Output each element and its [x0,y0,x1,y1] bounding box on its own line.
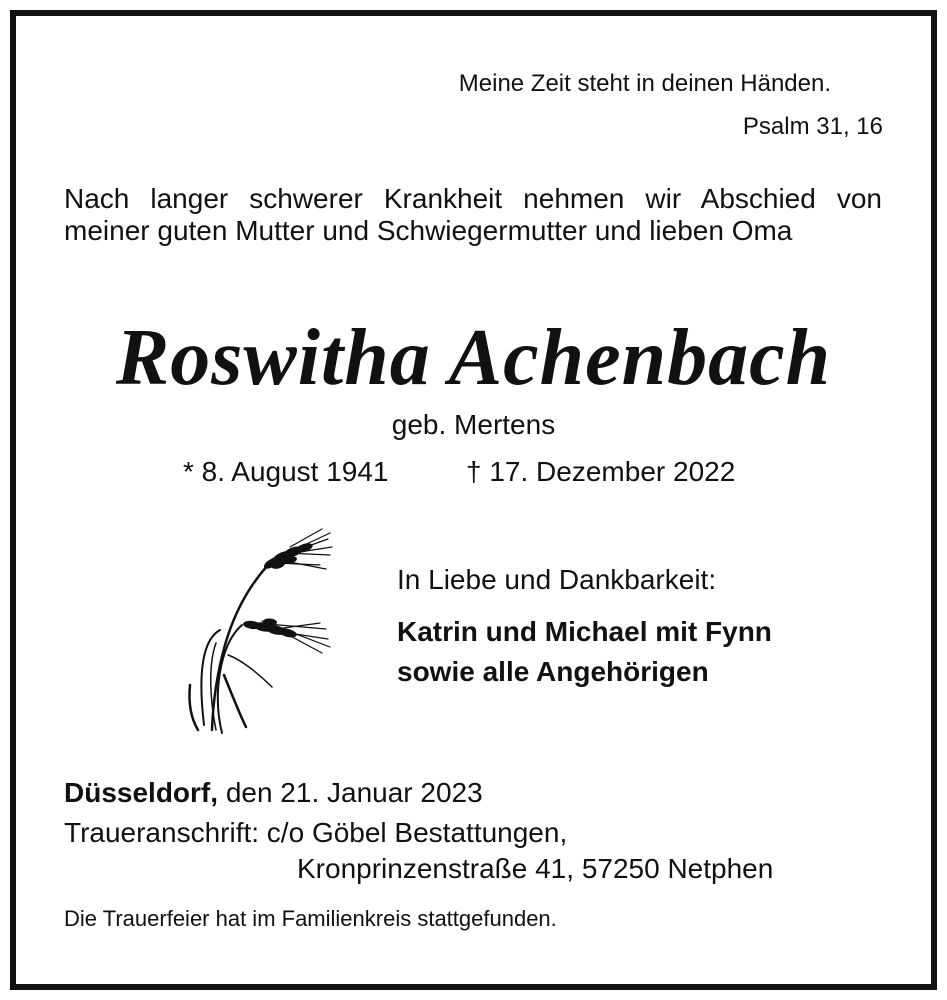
birth-date: * 8. August 1941 [183,456,389,487]
funeral-note: Die Trauerfeier hat im Familienkreis stattgefunden. [64,906,557,931]
wheat-ears-icon [180,525,335,740]
deceased-name: Roswitha Achenbach [115,314,832,402]
mourners-line-2: sowie alle Angehörigen [397,656,709,687]
bible-verse-reference: Psalm 31, 16 [742,113,883,140]
place-city: Düsseldorf, [64,777,219,808]
mourners-intro: In Liebe und Dankbarkeit: [397,564,717,595]
place-date-line [64,779,483,807]
birth-name: geb. Mertens [391,409,556,440]
death-date: † 17. Dezember 2022 [466,456,736,487]
mourning-address-line-2: Kronprinzenstraße 41, 57250 Netphen [297,853,774,884]
place-date: den 21. Januar 2023 [225,777,483,808]
mourning-address-line-1: Traueranschrift: c/o Göbel Bestattungen, [64,817,568,848]
bible-verse: Meine Zeit steht in deinen Händen. [458,70,831,97]
intro-text: Nach langer schwerer Krankheit nehmen wir Abschied von meiner guten Mutter und Schwiegermutter und lieben Oma [64,183,882,246]
mourners-line-1: Katrin und Michael mit Fynn [397,616,772,647]
